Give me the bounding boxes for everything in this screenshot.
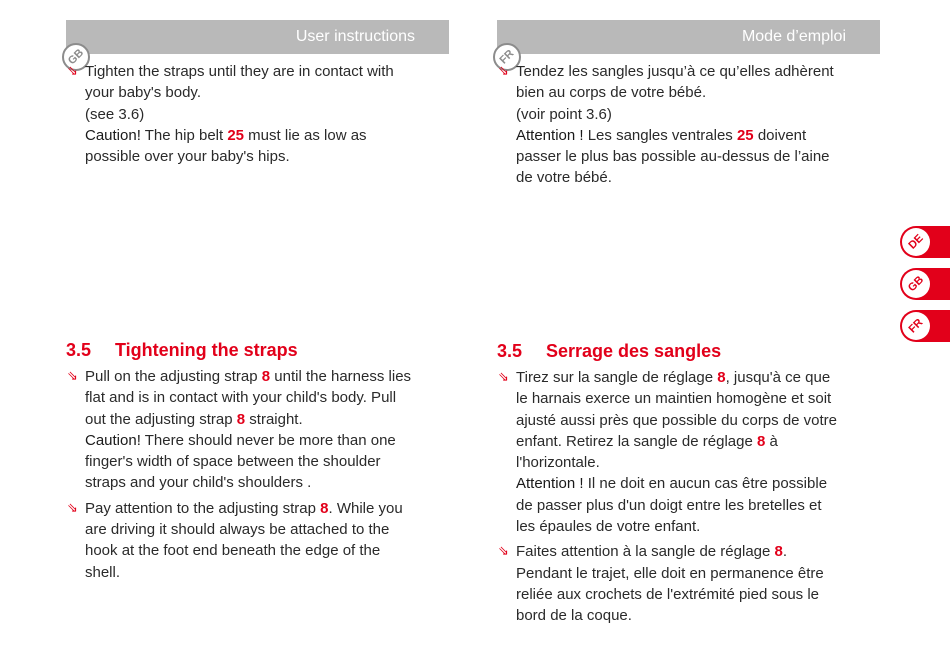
part-reference: 8	[774, 543, 783, 561]
header-title-right: Mode d’emploi	[741, 28, 846, 45]
caution-label: Attention !	[516, 126, 584, 144]
language-tab-fr[interactable]	[900, 310, 950, 342]
caution-label: Attention !	[516, 475, 584, 493]
list-item: ⇘ Tighten the straps until they are in contact with your baby's body. (see 3.6) Caution! The hip belt 25 must lie as low as possible over your baby's hips.	[67, 63, 394, 166]
arrow-bullet-icon: ⇘	[498, 543, 509, 559]
list-item: ⇘ Pull on the adjusting strap 8 until the harness lies flat and is in contact with your child's body. Pull out the adjusting strap 8 straight. Caution! There should never be more than one finger's width of space between the shoulder straps and your child's shoulders .	[67, 368, 412, 492]
list-item: ⇘ Pay attention to the adjusting strap 8. While you are driving it should always be attached to the hook at the foot end beneath the edge of the shell.	[67, 499, 403, 581]
header-title-left: User instructions	[295, 28, 415, 45]
part-reference: 25	[736, 126, 754, 144]
part-reference: 8	[717, 369, 726, 386]
section-heading: 3.5 Tightening the straps	[66, 340, 298, 360]
part-reference: 25	[227, 126, 245, 144]
right-top-block	[497, 61, 867, 193]
list-item: ⇘ Tirez sur la sangle de réglage 8, jusqu'à ce que le harnais exerce un maintien homogène et soit ajusté aussi près que possible du corps de votre enfant. Retirez la sangle de réglage 8 à l'horizontale. Attention ! Il ne doit en aucun cas être possible de passer plus d'un doigt entre les bretelles et les épaules de votre enfant.	[498, 369, 838, 536]
language-badge-gb: GB	[62, 43, 90, 71]
caution-label: Caution!	[85, 431, 141, 449]
arrow-bullet-icon: ⇘	[498, 369, 509, 384]
part-reference: 8	[236, 410, 246, 428]
arrow-bullet-icon: ⇘	[67, 63, 78, 78]
arrow-bullet-icon: ⇘	[67, 499, 78, 515]
language-badge-fr: FR	[493, 43, 521, 71]
list-item: ⇘ Faites attention à la sangle de réglage 8. Pendant le trajet, elle doit en permanence être reliée aux crochets de l'extrémité pied sous le bord de la coque.	[498, 543, 824, 625]
arrow-bullet-icon: ⇘	[498, 63, 509, 78]
caution-label: Caution!	[85, 126, 141, 144]
section-heading: 3.5 Serrage des sangles	[497, 341, 722, 361]
language-tab-gb[interactable]	[900, 268, 950, 300]
part-reference: 8	[757, 432, 766, 450]
list-item: ⇘ Tendez les sangles jusqu’à ce qu’elles adhèrent bien au corps de votre bébé. (voir point 3.6) Attention ! Les sangles ventrales 25 doivent passer le plus bas possible au-dessus de l’aine de votre bébé.	[498, 63, 834, 187]
header-bar-right	[497, 20, 880, 67]
right-section	[497, 338, 867, 631]
language-tab-circle: GB	[902, 270, 930, 298]
language-tab-de[interactable]	[900, 226, 950, 258]
part-reference: 8	[261, 368, 271, 385]
language-tab-circle: FR	[902, 312, 930, 340]
language-tab-circle: DE	[902, 228, 930, 256]
header-bar-left	[65, 20, 449, 68]
left-section	[66, 337, 436, 587]
arrow-bullet-icon: ⇘	[67, 368, 78, 383]
part-reference: 8	[320, 499, 329, 517]
left-top-block	[66, 61, 436, 171]
